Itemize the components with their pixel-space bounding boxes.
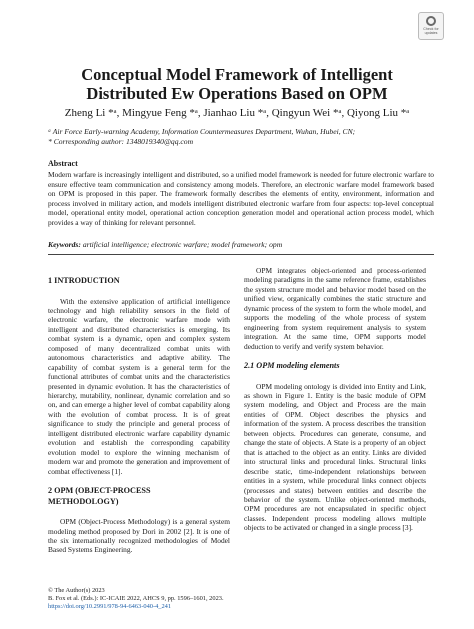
title-line-2: Distributed Ew Operations Based on OPM [86,84,388,103]
section-2-1-heading: 2.1 OPM modeling elements [244,361,340,371]
left-column [48,276,230,555]
affiliations [48,127,448,147]
right-column [244,266,426,533]
check-for-updates-badge[interactable] [418,12,444,40]
update-ring-icon [426,16,436,26]
corresponding-author: * Corresponding author: 1348019340@qq.com [48,137,194,146]
section-1-heading: 1 INTRODUCTION [48,276,120,285]
opm-intro-paragraph: OPM integrates object-oriented and process-oriented modeling paradigms in the same reference frame, establishes the system structure model and behavior model based on the unified view, organically combines the static structure and dynamic process of the system to form the whole model, and supports the modeling of the whole process of system engineering from system requirement analysis to system integration. At the same time, OPM supports model deduction to verify and verify system behavior. [244,266,426,351]
page-footer [48,587,448,611]
section-1-paragraph: With the extensive application of artificial intelligence technology and high reliability sensors in the field of electronic warfare, the electronic warfare mode with intelligent and distributed characteristics is emerging. Its combat system is a dynamic, open and complex system composed of many decentralized combat units with autonomous characteristics and adaptive ability. The capability of combat system is a general term for the functional attributes of combat units and the characteristics presented in dynamic evolution. It has the characteristics of hierarchy, mutability, nonlinear, dynamic correlation and so on, and can emerge a higher level of combat capability along with the evolution of combat process. It is of great significance to study the principle and general process of intelligent distributed electronic warfare capability dynamic evolution and establish the corresponding capability evolution model to explore the winning mechanism of modern war and promote the generation and improvement of combat effectiveness [1]. [48,296,230,476]
badge-label: Check for updates [423,27,439,35]
citation-line: B. Fox et al. (Eds.): IC-ICAIE 2022, AHCS 9, pp. 1596–1601, 2023. [48,595,224,602]
abstract-text: Modern warfare is increasingly intelligent and distributed, so a unified model framework is needed for future electronic warfare to ensure effective team communication and consistency among models. Therefore, an electronic warfare model framework based on OPM is proposed in this paper. The framework formally describes the elements of entity, environment, information and process involved in military action, and models intelligent distributed electronic warfare from four aspects: top-level conceptual model, operational entity model, operational action conception generation model and operational action process model, which provides a way of thinking for relevant personnel. [48,170,434,227]
doi-link[interactable]: https://doi.org/10.2991/978-94-6463-040-4_241 [48,603,172,610]
keywords-text: artificial intelligence; electronic warfare; model framework; opm [82,240,283,249]
abstract-heading: Abstract [48,159,78,168]
section-2-paragraph: OPM (Object-Process Methodology) is a general system modeling method proposed by Dori in 2002 [2]. It is one of the six internationally recognized methodologies of Model Based Systems Engineering. [48,517,230,555]
keywords-line [48,240,434,250]
section-2-heading-line-2: METHODOLOGY) [48,496,119,506]
author-list: Zheng Li *ᵃ, Mingyue Feng *ᵃ, Jianhao Liu *ᵃ, Qingyun Wei *ᵃ, Qiyong Liu *ᵃ [64,107,410,119]
section-divider [48,254,434,255]
keywords-label: Keywords: [48,240,81,249]
affiliation-line: ᵃ Air Force Early-warning Academy, Information Countermeasures Department, Wuhan, Hubei, CN; [48,127,356,136]
title-line-1: Conceptual Model Framework of Intelligent [81,65,393,84]
opm-elements-paragraph: OPM modeling ontology is divided into Entity and Link, as shown in Figure 1. Entity is the basic module of OPM system modeling, and Object and Process are the main entities of OPM. Object describes the physics and information of the system. A process describes the transition between objects. Procedures can generate, consume, and change the state of objects. A State is a property of an object that is attached to the object as an entity. Links are divided into structural links and procedural links. Structural links describe static, time-independent relationships between entities in a system, while procedural links connect objects (processes and states) between entities and describe the behavior of the system. Unlike object-oriented methods, OPM procedures are not encapsulated in specific object classes. Independent process modeling allows multiple objects to be activated or changed in a single process [3]. [244,381,426,533]
copyright-line: © The Author(s) 2023 [48,587,105,594]
section-2-heading-line-1: 2 OPM (OBJECT-PROCESS [48,486,151,496]
paper-title [30,65,444,103]
